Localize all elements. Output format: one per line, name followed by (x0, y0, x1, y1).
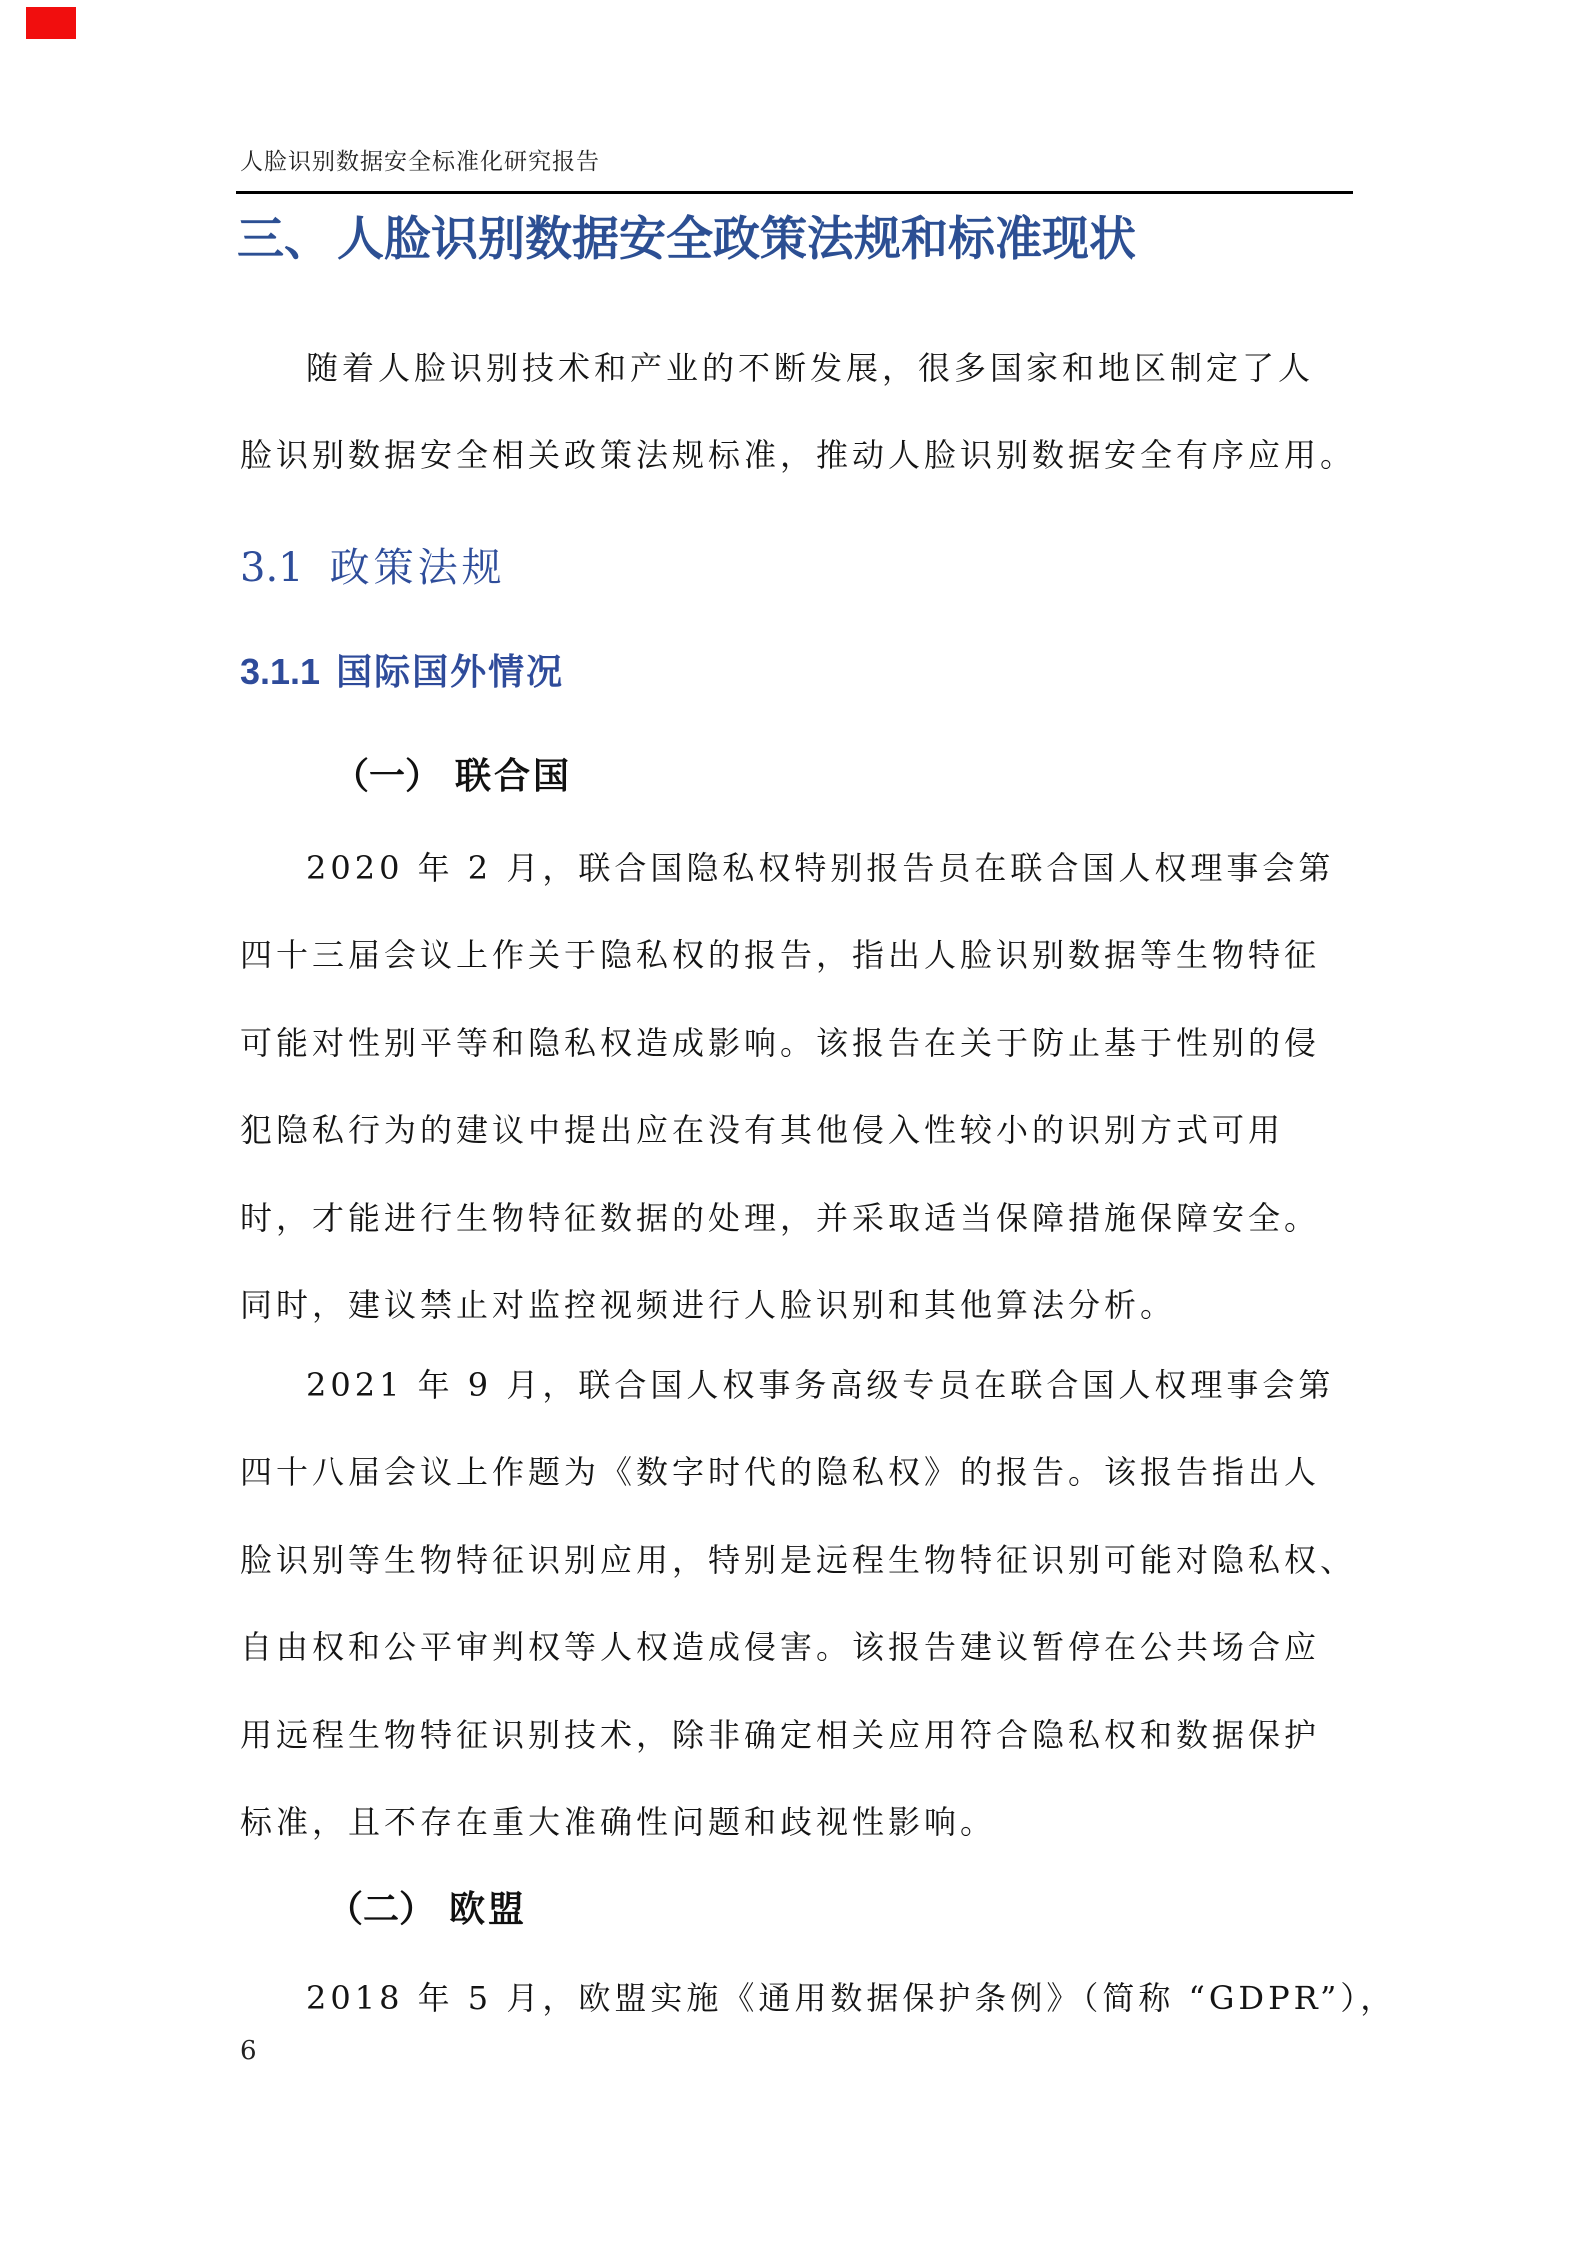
text-line: 犯隐私行为的建议中提出应在没有其他侵入性较小的识别方式可用 (240, 1111, 1285, 1150)
subsection-number: 3.1.1 (240, 651, 321, 692)
text-line: 自由权和公平审判权等人权造成侵害。该报告建议暂停在公共场合应 (240, 1628, 1321, 1667)
page-number: 6 (240, 2036, 257, 2066)
list-item-un-title: 联合国 (455, 755, 573, 797)
paragraph-2021 (240, 1342, 1365, 1866)
intro-paragraph (240, 325, 1365, 500)
text-line: 时，才能进行生物特征数据的处理，并采取适当保障措施保障安全。 (240, 1198, 1321, 1237)
text-line: 2020 年 2 月，联合国隐私权特别报告员在联合国人权理事会第 (306, 849, 1335, 887)
red-annotation-marker (26, 7, 76, 39)
list-item-un (333, 755, 572, 797)
chapter-title: 人脸识别数据安全政策法规和标准现状 (337, 212, 1136, 265)
text-line: 用远程生物特征识别技术，除非确定相关应用符合隐私权和数据保护 (240, 1715, 1321, 1754)
subsection-heading-3-1-1 (240, 650, 564, 694)
text-line: 2021 年 9 月，联合国人权事务高级专员在联合国人权理事会第 (306, 1366, 1335, 1404)
header-rule-divider (236, 191, 1353, 194)
text-line: 同时，建议禁止对监控视频进行人脸识别和其他算法分析。 (240, 1285, 1177, 1324)
list-item-un-prefix: （一） (333, 755, 442, 797)
section-title: 政策法规 (329, 545, 506, 591)
section-heading-3-1 (240, 545, 506, 591)
text-line: 随着人脸识别技术和产业的不断发展，很多国家和地区制定了人 (306, 349, 1315, 387)
text-line: 脸识别等生物特征识别应用，特别是远程生物特征识别可能对隐私权、 (240, 1540, 1357, 1579)
paragraph-2020 (240, 825, 1365, 1349)
text-line: 标准，且不存在重大准确性问题和歧视性影响。 (240, 1802, 997, 1841)
paragraph-2018 (240, 1955, 1397, 2042)
text-line: 2018 年 5 月，欧盟实施《通用数据保护条例》（简称 “GDPR”）， (306, 1979, 1397, 2017)
running-header: 人脸识别数据安全标准化研究报告 (240, 149, 600, 175)
text-line: 四十八届会议上作题为《数字时代的隐私权》的报告。该报告指出人 (240, 1453, 1321, 1492)
list-item-eu-title: 欧盟 (449, 1888, 528, 1930)
subsection-title: 国际国外情况 (336, 651, 565, 692)
text-line: 脸识别数据安全相关政策法规标准，推动人脸识别数据安全有序应用。 (240, 436, 1357, 475)
section-number: 3.1 (240, 545, 304, 591)
list-item-eu-prefix: （二） (327, 1888, 436, 1930)
text-line: 可能对性别平等和隐私权造成影响。该报告在关于防止基于性别的侵 (240, 1023, 1321, 1062)
text-line: 四十三届会议上作关于隐私权的报告，指出人脸识别数据等生物特征 (240, 936, 1321, 975)
chapter-heading (237, 211, 1136, 267)
chapter-number: 三、 (237, 212, 331, 265)
list-item-eu (327, 1888, 527, 1930)
